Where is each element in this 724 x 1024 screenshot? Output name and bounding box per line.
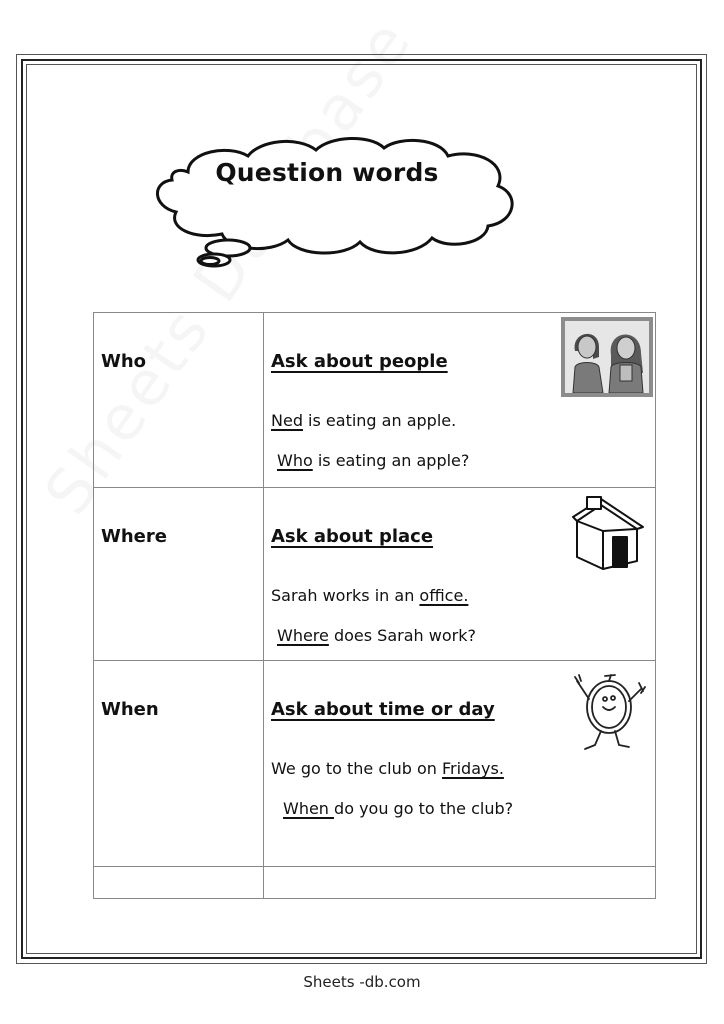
example-question	[277, 626, 476, 645]
underlined-question-word: When	[283, 799, 335, 818]
house-icon	[567, 491, 647, 571]
question-text: is eating an apple?	[312, 451, 470, 470]
title-thought-cloud	[148, 134, 520, 274]
clock-icon	[569, 663, 649, 757]
question-text: does Sarah work?	[328, 626, 476, 645]
example-statement	[271, 411, 456, 430]
statement-text: We go to the club on	[271, 759, 442, 778]
table-row-empty	[94, 867, 656, 899]
question-word: Where	[101, 526, 167, 547]
question-text: do you go to the club?	[334, 799, 514, 818]
underlined-question-word: Who	[277, 451, 313, 470]
underlined-answer: Ned	[271, 411, 303, 430]
footer-source: Sheets -db.com	[303, 973, 421, 991]
example-question	[283, 799, 513, 818]
row-heading: Ask about time or day	[271, 699, 495, 720]
example-question	[277, 451, 469, 470]
underlined-question-word: Where	[277, 626, 329, 645]
row-heading: Ask about place	[271, 526, 434, 547]
question-word: Who	[101, 351, 147, 372]
question-word: When	[101, 699, 159, 720]
example-statement	[271, 759, 504, 778]
explanation-cell	[264, 488, 656, 661]
underlined-answer: office.	[419, 586, 469, 605]
statement-text: Sarah works in an	[271, 586, 420, 605]
thought-cloud-icon	[148, 134, 520, 274]
word-cell	[94, 488, 264, 661]
question-words-table	[93, 312, 656, 899]
explanation-cell	[264, 661, 656, 867]
explanation-cell	[264, 313, 656, 488]
people-icon	[561, 317, 653, 397]
table-row-when	[94, 661, 656, 867]
empty-cell	[94, 867, 264, 899]
worksheet-title: Question words	[215, 158, 439, 187]
underlined-answer: Fridays.	[441, 759, 504, 778]
word-cell	[94, 661, 264, 867]
table-row-where	[94, 488, 656, 661]
example-statement	[271, 586, 468, 605]
table-row-who	[94, 313, 656, 488]
statement-text: is eating an apple.	[302, 411, 457, 430]
row-heading: Ask about people	[271, 351, 448, 372]
word-cell	[94, 313, 264, 488]
empty-cell	[264, 867, 656, 899]
